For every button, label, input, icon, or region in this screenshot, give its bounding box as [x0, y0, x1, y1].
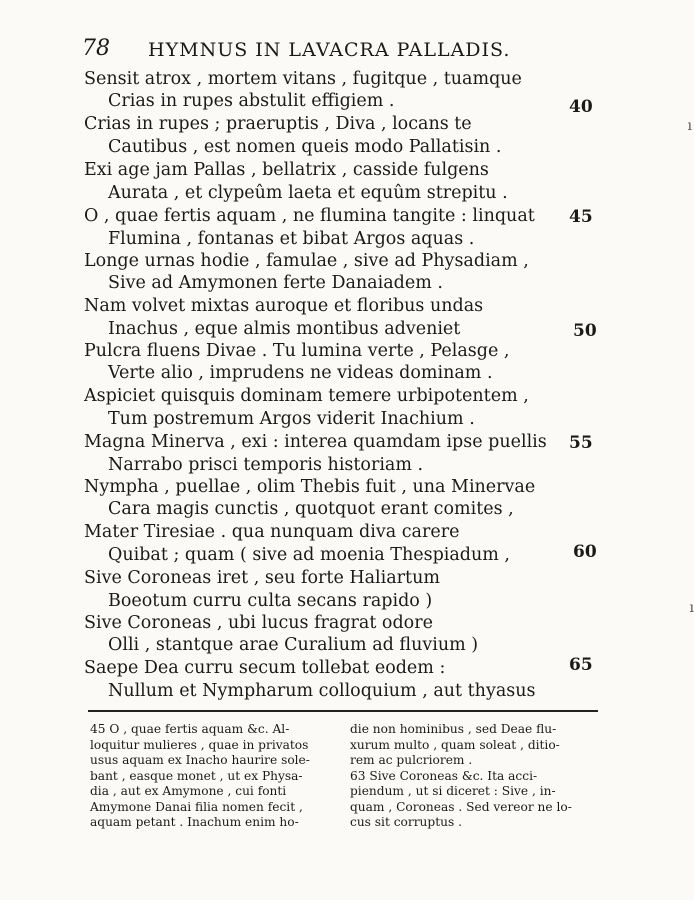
verse-line: Nam volvet mixtas auroque et floribus undas [84, 296, 484, 316]
verse-line: Aurata , et clypeûm laeta et equûm strepitu . [108, 183, 508, 203]
verse-line: Exi age jam Pallas , bellatrix , casside fulgens [84, 160, 489, 180]
line-number: 45 [569, 207, 593, 227]
footnote-line: bant , easque monet , ut ex Physa- [90, 768, 303, 783]
footnote-line: 63 Sive Coroneas &c. Ita acci- [350, 768, 538, 783]
line-number: 50 [573, 321, 597, 341]
line-number: 55 [569, 433, 593, 453]
line-number: 40 [569, 97, 593, 117]
verse-line: Cara magis cunctis , quotquot erant comites , [108, 499, 514, 519]
margin-speck: ı [689, 600, 694, 616]
verse-line: Quibat ; quam ( sive ad moenia Thespiadum , [108, 545, 510, 565]
verse-line: Saepe Dea curru secum tollebat eodem : [84, 658, 446, 678]
footnote-line: xurum multo , quam soleat , ditio- [350, 737, 560, 752]
footnote-line: usus aquam ex Inacho haurire sole- [90, 753, 310, 767]
line-number: 65 [569, 655, 593, 675]
footnote-line: die non hominibus , sed Deae flu- [350, 722, 557, 736]
footnote-line: cus sit corruptus . [350, 815, 462, 829]
verse-line: Tum postremum Argos viderit Inachium . [108, 409, 475, 429]
footnote-line: loquitur mulieres , quae in privatos [90, 737, 309, 752]
footnote-column-right [350, 722, 598, 831]
verse-line: Olli , stantque arae Curalium ad fluvium ) [108, 635, 479, 655]
footnote-line: rem ac pulcriorem . [350, 753, 473, 767]
footnote-line: 45 O , quae fertis aquam &c. Al- [90, 722, 290, 736]
verse-line: Boeotum curru culta secans rapido ) [108, 591, 433, 611]
verse-line: Sive Coroneas , ubi lucus fragrat odore [84, 613, 433, 633]
footnote-line: quam , Coroneas . Sed vereor ne lo- [350, 799, 572, 814]
verse-line: Sensit atrox , mortem vitans , fugitque , tuamque [84, 69, 522, 89]
verse-line: Aspiciet quisquis dominam temere urbipotentem , [84, 386, 529, 406]
verse-line: Verte alio , imprudens ne videas dominam . [108, 363, 493, 383]
verse-line: O , quae fertis aquam , ne flumina tangite : linquat [84, 206, 535, 226]
verse-line: Crias in rupes ; praeruptis , Diva , locans te [84, 114, 472, 134]
footnote-line: aquam petant . Inachum enim ho- [90, 815, 299, 829]
verse-line: Narrabo prisci temporis historiam . [108, 455, 424, 475]
verse-line: Nympha , puellae , olim Thebis fuit , una Minervae [84, 477, 536, 497]
footnote-rule [88, 710, 598, 712]
verse-line: Sive ad Amymonen ferte Danaiadem . [108, 273, 443, 293]
verse-line: Pulcra fluens Divae . Tu lumina verte , Pelasge , [84, 341, 510, 361]
footnote-line: dia , aut ex Amymone , cui fonti [90, 784, 287, 798]
verse-line: Nullum et Nympharum colloquium , aut thyasus [108, 681, 536, 701]
footnote-column-left [90, 722, 338, 831]
footnote-line: Amymone Danai filia nomen fecit , [90, 799, 303, 814]
verse-line: Sive Coroneas iret , seu forte Haliartum [84, 568, 440, 588]
verse-line: Cautibus , est nomen queis modo Pallatisin . [108, 137, 502, 157]
page-number: 78 [82, 36, 110, 61]
line-number: 60 [573, 542, 597, 562]
footnote-line: piendum , ut si diceret : Sive , in- [350, 784, 556, 798]
verse-line: Magna Minerva , exi : interea quamdam ipse puellis [84, 432, 547, 452]
verse-line: Flumina , fontanas et bibat Argos aquas . [108, 229, 475, 249]
verse-line: Mater Tiresiae . qua nunquam diva carere [84, 522, 460, 542]
verse-line: Crias in rupes abstulit effigiem . [108, 91, 395, 111]
verse-line: Inachus , eque almis montibus adveniet [108, 319, 461, 339]
verse-line: Longe urnas hodie , famulae , sive ad Physadiam , [84, 251, 529, 271]
margin-speck: ı [687, 118, 692, 134]
running-title: HYMNUS IN LAVACRA PALLADIS. [148, 39, 511, 61]
